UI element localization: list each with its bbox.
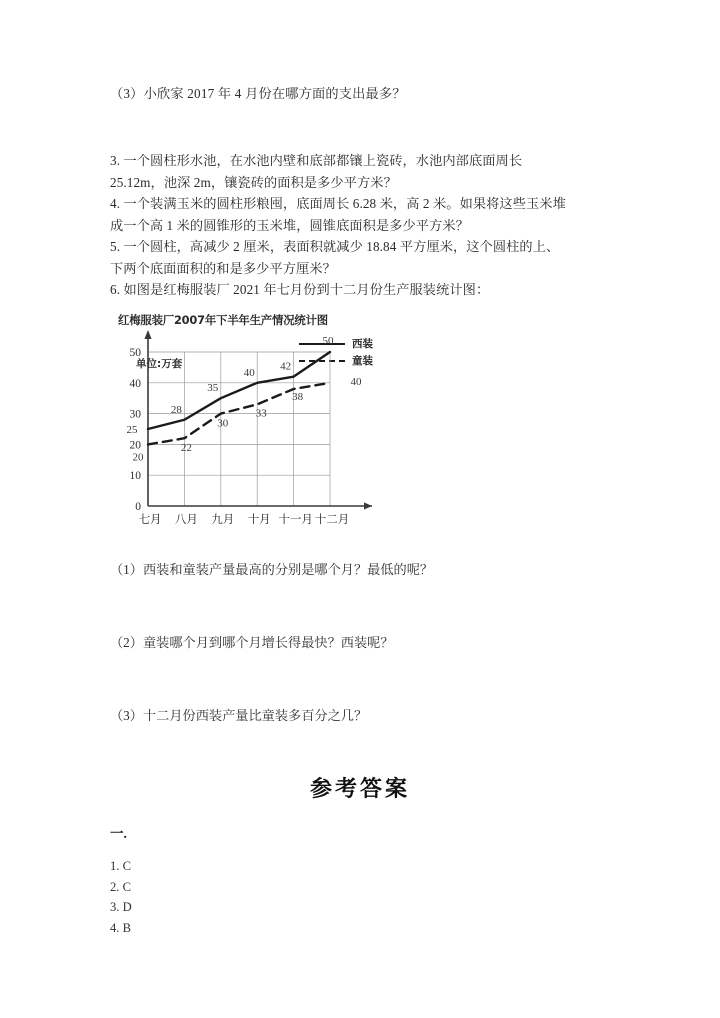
legend-label: 童装	[352, 355, 373, 367]
chart-title: 红梅服装厂2007年下半年生产情况统计图	[118, 313, 328, 327]
sub-question: （2）童装哪个月到哪个月增长得最快？西装呢？	[110, 635, 394, 650]
chart-sub-questions	[110, 560, 622, 726]
answer-item: 1. C	[110, 859, 131, 873]
sub-question: （1）西装和童装产量最高的分别是哪个月？最低的呢？	[110, 562, 434, 577]
y-tick-label: 20	[129, 439, 141, 452]
data-point-label: 40	[243, 366, 255, 379]
answer-list	[110, 856, 132, 938]
chart-plot-area	[110, 330, 440, 547]
y-tick-label: 10	[129, 470, 141, 483]
data-point-label: 30	[217, 417, 229, 430]
problem-statements	[110, 150, 622, 301]
top-question-text: （3）小欣家 2017 年 4 月份在哪方面的支出最多？	[110, 86, 406, 101]
x-tick-label: 十月	[247, 512, 271, 526]
data-point-label: 38	[292, 390, 304, 403]
answer-key-heading: 参考答案	[309, 777, 410, 802]
sub-question: （3）十二月份西装产量比童装多百分之几？	[110, 708, 368, 723]
problem-line: 25.12m，池深 2m，镶瓷砖的面积是多少平方米？	[110, 174, 397, 190]
data-point-label: 50	[322, 335, 334, 347]
y-tick-label: 50	[129, 347, 141, 359]
chart-unit-label: 单位:万套	[136, 358, 183, 370]
x-tick-label: 十一月	[278, 512, 313, 526]
problem-line: 4. 一个装满玉米的圆柱形粮囤，底面周长 6.28 米，高 2 米。如果将这些玉米堆	[110, 196, 566, 211]
problem-line: 成一个高 1 米的圆锥形的玉米堆，圆锥底面积是多少平方米？	[110, 217, 469, 233]
y-tick-label: 0	[135, 501, 141, 513]
data-point-label: 28	[170, 403, 182, 416]
y-tick-label: 40	[129, 377, 141, 390]
problem-line: 下两个底面面积的和是多少平方厘米？	[110, 260, 336, 276]
answer-section-label: 一.	[110, 826, 127, 841]
problem-line: 3. 一个圆柱形水池，在水池内壁和底部都镶上瓷砖，水池内部底面周长	[110, 153, 523, 168]
legend-label: 西装	[352, 338, 373, 350]
y-tick-label: 30	[129, 408, 141, 421]
data-point-label: 35	[207, 382, 219, 395]
answer-item: 2. C	[110, 879, 131, 894]
data-point-label: 20	[132, 451, 144, 464]
data-point-label: 22	[180, 442, 192, 455]
data-point-label: 33	[255, 407, 267, 420]
x-tick-label: 八月	[174, 512, 198, 526]
problem-line: 5. 一个圆柱，高减少 2 厘米，表面积就减少 18.84 平方厘米，这个圆柱的上、	[110, 239, 560, 254]
answer-item: 4. B	[110, 920, 131, 935]
answer-item: 3. D	[110, 900, 132, 914]
data-point-label: 40	[350, 375, 362, 388]
data-point-label: 25	[126, 424, 138, 436]
x-tick-label: 七月	[138, 512, 162, 526]
top-question-block	[110, 83, 622, 104]
x-tick-label: 十二月	[314, 512, 350, 526]
problem-line: 6. 如图是红梅服装厂 2021 年七月份到十二月份生产服装统计图：	[110, 282, 490, 297]
production-line-chart	[110, 312, 440, 547]
x-tick-label: 九月	[211, 512, 235, 526]
data-point-label: 42	[280, 360, 292, 373]
